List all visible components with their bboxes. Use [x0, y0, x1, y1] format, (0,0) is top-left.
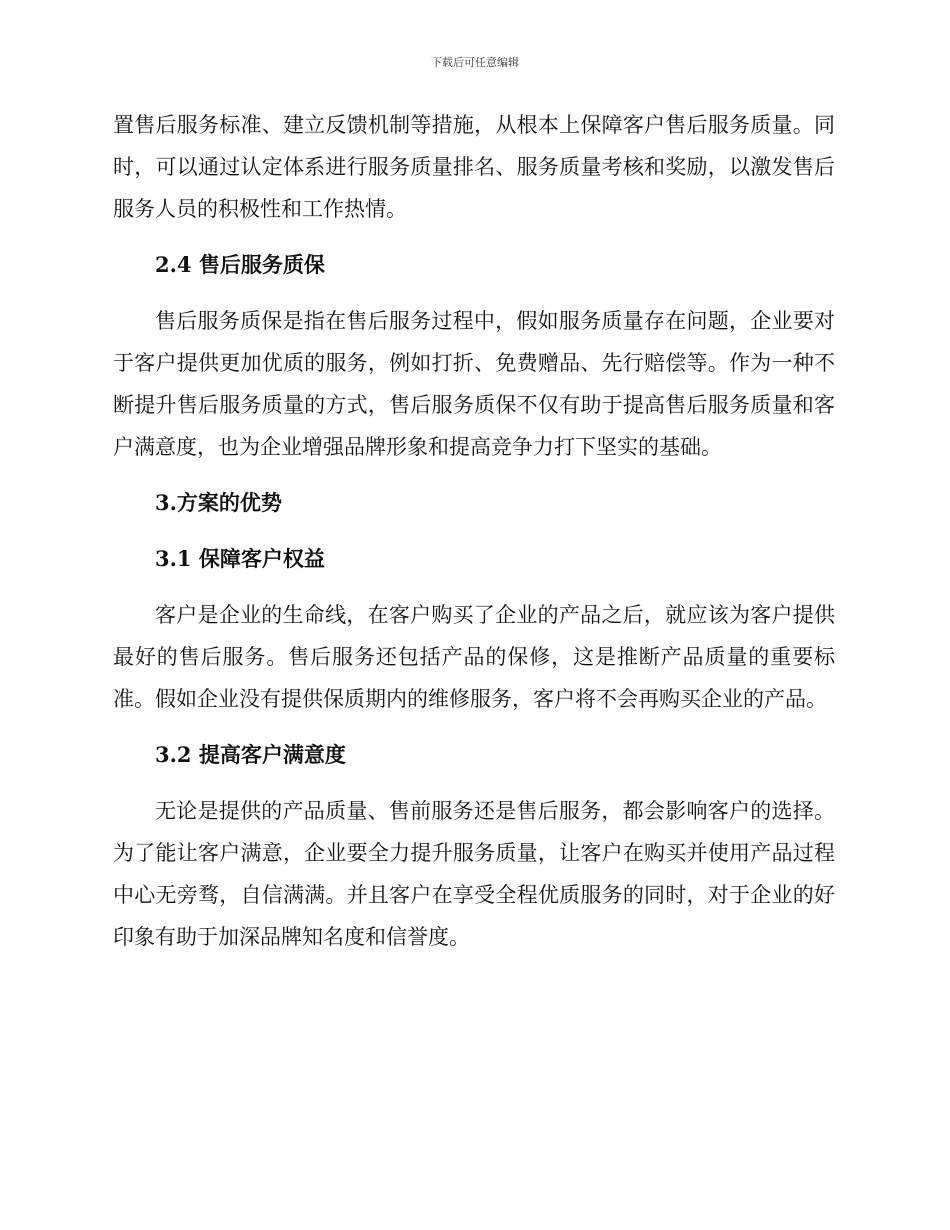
paragraph-customer-rights: 客户是企业的生命线，在客户购买了企业的产品之后，就应该为客户提供最好的售后服务。售后服务还包括产品的保修，这是推断产品质量的重要标准。假如企业没有提供保质期内的维修服务，客户将不会再购买企业的产品。 — [113, 603, 835, 711]
paragraph-continued: 置售后服务标准、建立反馈机制等措施，从根本上保障客户售后服务质量。同时，可以通过认定体系进行服务质量排名、服务质量考核和奖励，以激发售后服务人员的积极性和工作热情。 — [113, 113, 835, 221]
paragraph-warranty: 售后服务质保是指在售后服务过程中，假如服务质量存在问题，企业要对于客户提供更加优质的服务，例如打折、免费赠品、先行赔偿等。作为一种不断提升售后服务质量的方式，售后服务质保不仅有助于提高售后服务质量和客户满意度，也为企业增强品牌形象和提高竞争力打下坚实的基础。 — [113, 309, 835, 459]
page-header: 下载后可任意编辑 — [431, 56, 519, 69]
heading-3-1: 3.1 保障客户权益 — [155, 546, 325, 571]
heading-3-2: 3.2 提高客户满意度 — [155, 742, 346, 767]
paragraph-satisfaction: 无论是提供的产品质量、售前服务还是售后服务，都会影响客户的选择。为了能让客户满意，企业要全力提升服务质量，让客户在购买并使用产品过程中心无旁骛，自信满满。并且客户在享受全程优质服务的同时，对于企业的好印象有助于加深品牌知名度和信誉度。 — [113, 799, 835, 949]
heading-2-4: 2.4 售后服务质保 — [155, 252, 325, 277]
heading-3: 3.方案的优势 — [155, 490, 282, 515]
document-body — [113, 104, 835, 958]
